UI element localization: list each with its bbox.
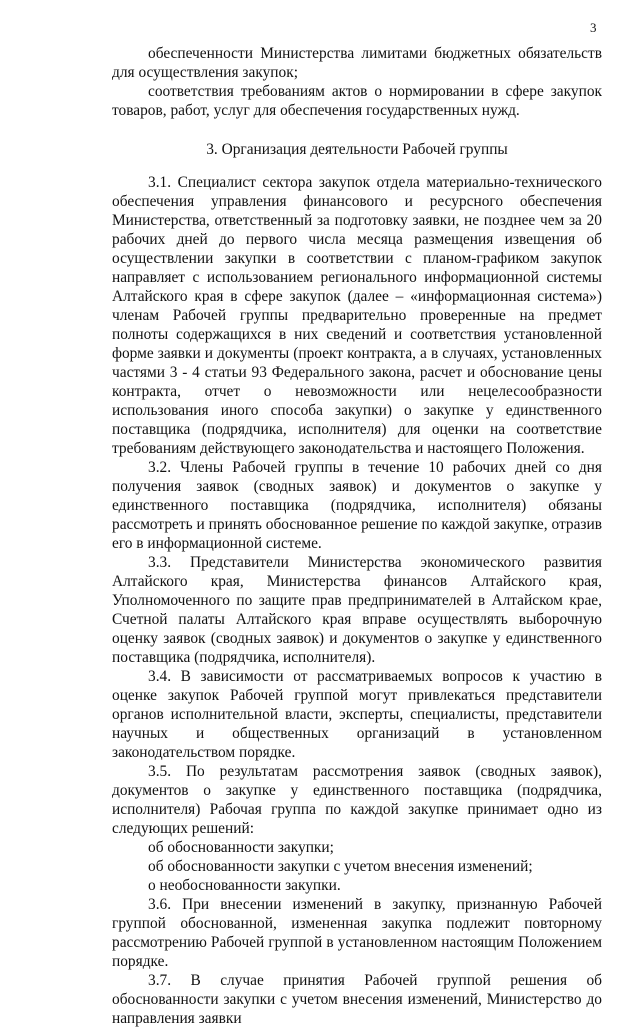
decision-option-justified: об обоснованности закупки;	[148, 839, 334, 856]
page-number: 3	[590, 20, 597, 35]
paragraph-3-3: 3.3. Представители Министерства экономического развития Алтайского края, Министерства финансов Алтайского края, Уполномоченного по защите прав предпринимателей в Алтайском крае, Счетной палаты Алтайского края вправе осуществлять выборочную оценку заявок (сводных заявок) и документов о закупке у единственного поставщика (подрядчика, исполнителя).	[112, 554, 602, 666]
paragraph-3-6: 3.6. При внесении изменений в закупку, признанную Рабочей группой обоснованной, измененная закупка подлежит повторному рассмотрению Рабочей группой в установленном настоящим Положением порядке.	[112, 896, 602, 970]
decision-option-unjustified: о необоснованности закупки.	[148, 877, 341, 894]
paragraph-3-5: 3.5. По результатам рассмотрения заявок (сводных заявок), документов о закупке у единственного поставщика (подрядчика, исполнителя) Рабочая группа по каждой закупке принимает одно из следующих решений:	[112, 763, 602, 837]
decision-option-justified-with-changes: об обоснованности закупки с учетом внесения изменений;	[148, 858, 533, 875]
document-body	[112, 44, 602, 1028]
paragraph-3-7: 3.7. В случае принятия Рабочей группой решения об обоснованности закупки с учетом внесения изменений, Министерство до направления заявки	[112, 972, 602, 1027]
paragraph-norming-compliance: соответствия требованиям актов о нормировании в сфере закупок товаров, работ, услуг для обеспечения государственных нужд.	[112, 83, 602, 119]
paragraph-3-1: 3.1. Специалист сектора закупок отдела материально-технического обеспечения управления финансового и ресурсного обеспечения Министерства, ответственный за подготовку заявки, не позднее чем за 20 рабочих дней до первого числа месяца размещения извещения об осуществлении закупки в соответствии с планом-графиком закупок направляет с использованием регионального информационной системы Алтайского края в сфере закупок (далее – «информационная система») членам Рабочей группы предварительно проверенные на предмет полноты содержащихся в них сведений и соответствия установленной форме заявки и документы (проект контракта, а в случаях, установленных частями 3 - 4 статьи 93 Федерального закона, расчет и обоснование цены контракта, отчет о невозможности или нецелесообразности использования иного способа закупки) о закупке у единственного поставщика (подрядчика, исполнителя) для оценки на соответствие требованиям действующего законодательства и настоящего Положения.	[112, 174, 602, 457]
paragraph-3-2: 3.2. Члены Рабочей группы в течение 10 рабочих дней со дня получения заявок (сводных заявок) и документов о закупке у единственного поставщика (подрядчика, исполнителя) обязаны рассмотреть и принять обоснованное решение по каждой закупке, отразив его в информационной системе.	[112, 459, 602, 552]
paragraph-3-4: 3.4. В зависимости от рассматриваемых вопросов к участию в оценке закупок Рабочей группой могут привлекаться представители органов исполнительной власти, эксперты, специалисты, представители научных и общественных организаций в установленном законодательством порядке.	[112, 668, 602, 761]
section-heading: 3. Организация деятельности Рабочей группы	[206, 141, 508, 158]
paragraph-budget-limits: обеспеченности Министерства лимитами бюджетных обязательств для осуществления закупок;	[112, 45, 602, 81]
